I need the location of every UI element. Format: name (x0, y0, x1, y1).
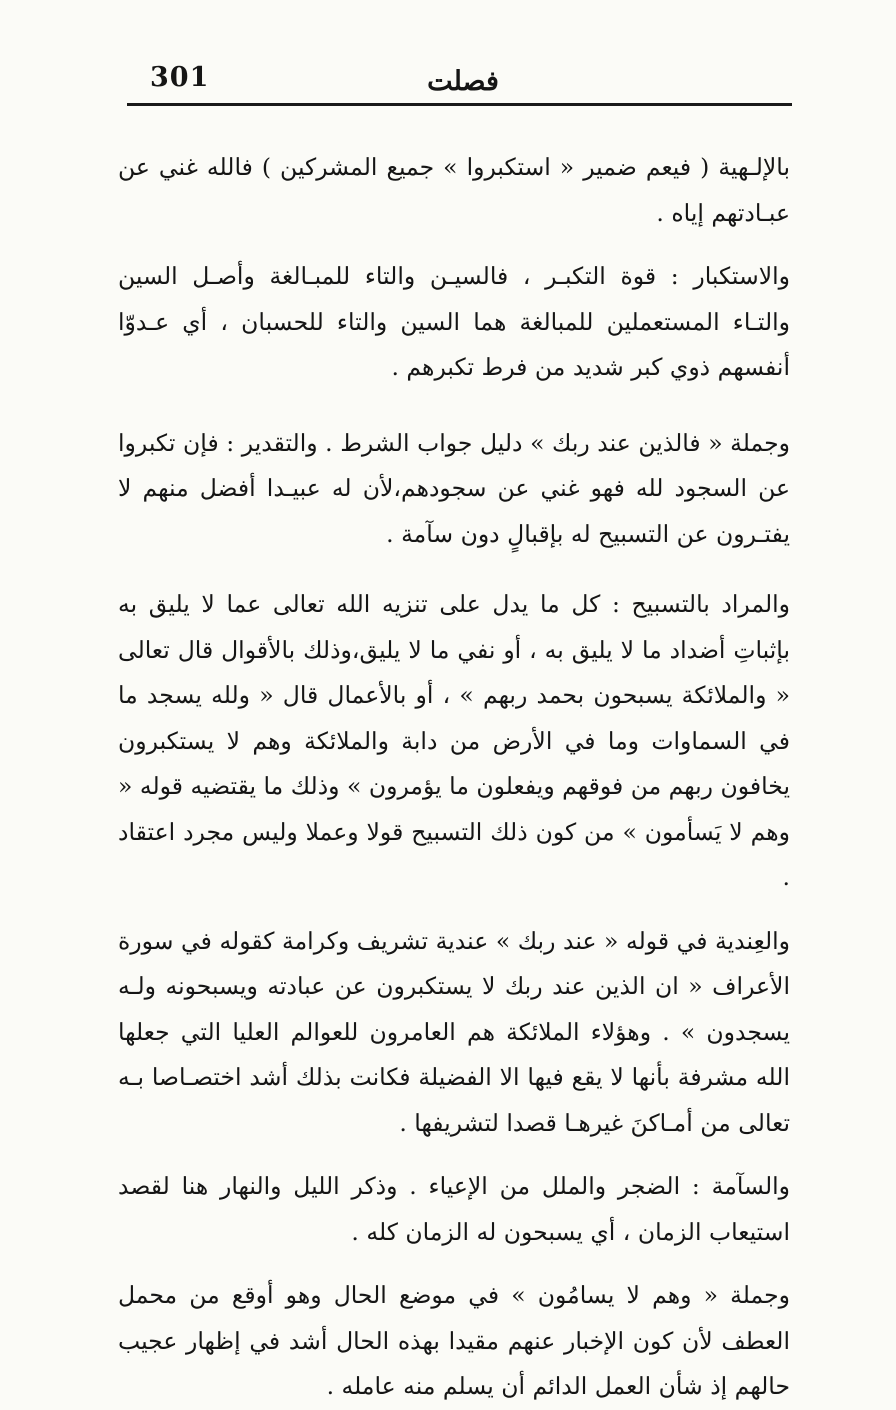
paragraph-7: وجملة « وهم لا يسامُون » في موضع الحال وهو أوقع من محمل العطف لأن كون الإخبار عنهم مقيدا بهذه الحال أشد في إظهار عجيب حالهم إذ شأن العمل الدائم أن يسلم منه عامله . (118, 1281, 790, 1400)
paragraph-1: بالإلـهية ( فيعم ضمير « استكبروا » جميع المشركين ) فالله غني عن عبـادتهم إياه . (118, 153, 790, 227)
page-number: 301 (150, 62, 210, 93)
body-text (118, 145, 790, 1410)
paragraph-3: وجملة « فالذين عند ربك » دليل جواب الشرط . والتقدير : فإن تكبروا عن السجود لله فهو غني عن سجودهم،لأن له عبيـدا أفضل منهم لا يفتـرون عن التسبيح له بإقبالٍ دون سآمة . (118, 428, 790, 548)
header-rule (127, 103, 792, 106)
paragraph-4: والمراد بالتسبيح : كل ما يدل على تنزيه الله تعالى عما لا يليق به بإثباتِ أضداد ما لا يليق به ، أو نفي ما لا يليق،وذلك بالأقوال قال تعالى « والملائكة يسبحون بحمد ربهم » ، أو بالأعمال قال « ولله يسجد ما في السماوات وما في الأرض من دابة والملائكة وهم لا يستكبرون يخافون ربهم من فوقهم ويفعلون ما يؤمرون » وذلك ما يقتضيه قوله « وهم لا يَسأمون » من كون ذلك التسبيح قولا وعملا وليس مجرد اعتقاد . (118, 590, 790, 891)
paragraph-2: والاستكبار : قوة التكبـر ، فالسيـن والتاء للمبـالغة وأصـل السين والتـاء المستعملين للمبالغة هما السين والتاء للحسبان ، أي عـدوّا أنفسهم ذوي كبر شديد من فرط تكبرهم . (118, 262, 790, 381)
paragraph-6: والسآمة : الضجر والملل من الإعياء . وذكر الليل والنهار هنا لقصد استيعاب الزمان ، أي يسبحون له الزمان كله . (118, 1172, 790, 1246)
running-title: فصلت (427, 66, 499, 97)
paragraph-5: والعِندية في قوله « عند ربك » عندية تشريف وكرامة كقوله في سورة الأعراف « ان الذين عند ربك لا يستكبرون عن عبادته ويسبحونه ولـه يسجدون » . وهؤلاء الملائكة هم العامرون للعوالم العليا التي جعلها الله مشرفة بأنها لا يقع فيها الا الفضيلة فكانت بذلك أشد اختصـاصا بـه تعالى من أمـاكنَ غيرهـا قصدا لتشريفها . (118, 926, 790, 1137)
